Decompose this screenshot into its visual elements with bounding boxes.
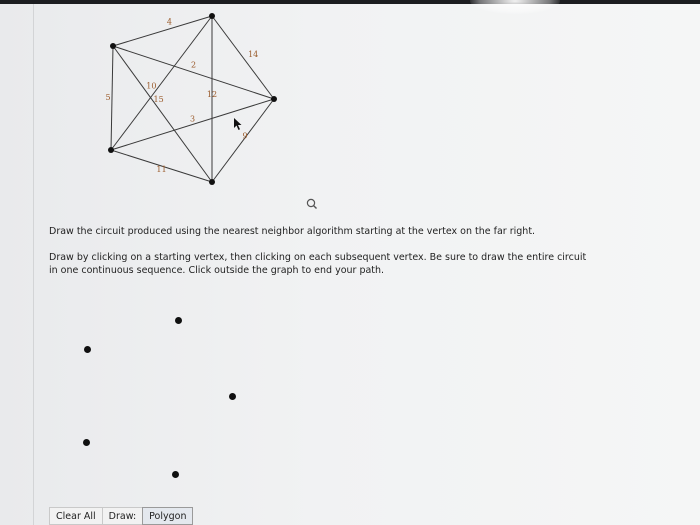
graph-edge-lower-left-right — [111, 99, 274, 150]
graph-vertex-lower-left — [108, 147, 114, 153]
graph-edge-right-bottom — [212, 99, 274, 182]
magnify-icon[interactable] — [305, 197, 319, 211]
edge-weight-label: 14 — [248, 50, 259, 60]
edge-weight-label: 12 — [206, 90, 218, 99]
drawing-vertex-p5[interactable] — [172, 471, 179, 478]
edge-weight-label: 15 — [153, 95, 164, 105]
draw-label: Draw: — [102, 507, 143, 525]
edge-weight-label: 11 — [156, 165, 167, 174]
drawing-vertex-p3[interactable] — [229, 393, 236, 400]
edge-weight-label: 10 — [146, 81, 157, 91]
edge-weight-label: 9 — [242, 131, 248, 141]
drawing-vertex-p2[interactable] — [84, 346, 91, 353]
drawing-vertex-p1[interactable] — [175, 317, 182, 324]
edge-weight-label: 5 — [105, 93, 111, 102]
graph-edge-upper-left-bottom — [113, 46, 212, 182]
graph-edge-upper-left-lower-left — [111, 46, 113, 150]
mouse-cursor-icon — [234, 118, 242, 130]
graph-vertex-upper-left — [110, 43, 116, 49]
graph-edge-top-right — [212, 16, 274, 99]
instruction-text-1: Draw the circuit produced using the nearest neighbor algorithm starting at the vertex on the far right. — [49, 226, 536, 237]
weighted-graph-figure — [0, 0, 700, 200]
instruction-text-2: Draw by clicking on a starting vertex, then clicking on each subsequent vertex. Be sure to draw the entire circuit in one continuous sequence. Click outside the graph to end your path. — [49, 252, 587, 276]
edge-weight-label: 4 — [166, 17, 172, 27]
clear-all-button[interactable]: Clear All — [49, 507, 102, 525]
drawing-canvas[interactable] — [40, 285, 660, 495]
graph-vertex-top — [209, 13, 215, 19]
edge-weight-label: 2 — [190, 60, 197, 70]
graph-edge-top-lower-left — [111, 16, 212, 150]
edge-weight-label: 3 — [189, 114, 196, 124]
drawing-vertex-p4[interactable] — [83, 439, 90, 446]
drawing-toolbar — [49, 507, 193, 525]
graph-vertex-right — [271, 96, 277, 102]
graph-vertex-bottom — [209, 179, 215, 185]
polygon-tool-button[interactable]: Polygon — [142, 507, 193, 525]
graph-edge-upper-left-top — [113, 16, 212, 46]
